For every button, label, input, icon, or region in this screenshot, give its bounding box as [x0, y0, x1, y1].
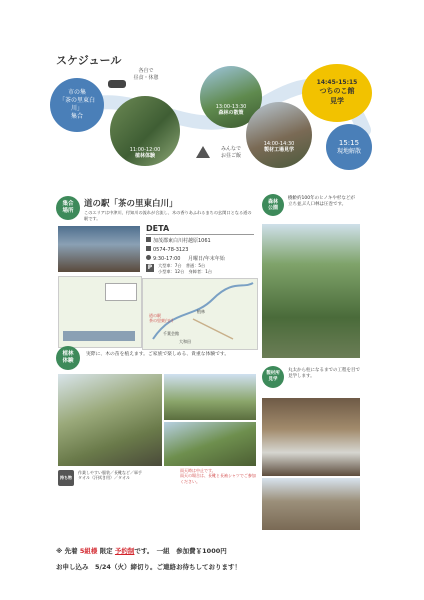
planting-photo	[110, 96, 180, 166]
yellow-label1: つちのこ館	[319, 87, 355, 96]
planting-photo-top	[164, 374, 256, 420]
footer-suffix: です。 一組 参加費￥1000円	[134, 547, 227, 555]
sawmill-label	[262, 366, 284, 388]
meeting-title: 道の駅「茶の里東白川」	[84, 199, 178, 209]
address: 加茂郡東白川村越原1061	[153, 238, 211, 244]
step1-time: 11:00-12:00	[129, 146, 161, 153]
footer-count: 5	[79, 547, 85, 555]
deta-heading: DETA	[146, 224, 170, 233]
forest-label-text: 森林 公園	[267, 198, 278, 211]
planting-photo-bottom	[164, 422, 256, 466]
bring-label	[58, 470, 74, 486]
closed: 月曜日/年末年始	[188, 256, 225, 262]
sawmill-photo	[246, 102, 312, 168]
meeting-label-text: 集合 場所	[62, 200, 74, 214]
phone-icon	[146, 246, 151, 251]
map-label-planting: 植林	[197, 309, 205, 314]
forest-text: 樹齢約100年のヒノキや杉などが立ち並ぶ人口林は圧巻です。	[288, 196, 355, 208]
end-time: 15:15	[338, 138, 360, 147]
parking-info	[158, 263, 258, 274]
schedule-title: スケジュール	[56, 54, 122, 67]
map-label-hall: 千葉会館	[163, 331, 179, 336]
parking-large: 大型車：7台	[158, 263, 182, 268]
floor-plan	[58, 276, 142, 348]
parking-icon: P	[147, 264, 153, 271]
map-label-eki: 道の駅 茶の里東白川	[149, 313, 173, 324]
footer-line1	[56, 546, 227, 555]
footer-mid: 限定	[99, 547, 113, 555]
start-text: 市の集 「茶の里東白川」 集合	[58, 89, 95, 120]
home-icon	[146, 237, 151, 242]
meeting-label	[56, 196, 80, 220]
step2-time: 13:00-13:30	[215, 103, 247, 110]
step3-label: 製材工場見学	[263, 147, 294, 153]
tsuchinoko-bubble	[302, 64, 372, 122]
onigiri-icon	[196, 146, 210, 158]
sawmill-photo-bottom	[262, 478, 360, 530]
bring-label-text: 持ち物	[60, 475, 72, 481]
michi-no-eki-photo	[58, 226, 140, 272]
planting-label-text: 植林 体験	[62, 350, 74, 364]
area-map	[142, 278, 258, 350]
rain-note: 雨天時は中止です。 雨天の場合は、長靴と長袖シャツでご参加ください。	[180, 468, 256, 484]
tel-row	[146, 246, 188, 254]
parking-small: 小型車：12台	[158, 268, 185, 274]
step3-time: 14:00-14:30	[263, 140, 295, 147]
forest-label	[262, 194, 284, 216]
yellow-time: 14:45-15:15	[316, 79, 358, 86]
end-bubble	[326, 124, 372, 170]
parking-normal: 普通：5台	[185, 263, 206, 268]
hours-row	[146, 255, 225, 263]
step2-label: 森林の散策	[218, 110, 244, 116]
planting-text: 実際に、木の苗を植えます。ご家族で楽しめる、貴重な体験です。	[86, 352, 230, 357]
forest-photo	[262, 224, 360, 358]
end-label: 現地解散	[336, 147, 361, 155]
step1-label: 植林体験	[134, 153, 155, 159]
clock-icon	[146, 255, 151, 260]
sawmill-photo-top	[262, 398, 360, 476]
start-bubble	[50, 78, 104, 132]
planting-label	[56, 346, 80, 370]
parking-handicap: 身障者：1台	[188, 268, 213, 274]
footer-unit: 組様	[84, 547, 98, 555]
map-label-owada: 大和田	[179, 339, 191, 344]
deta-rule	[146, 234, 254, 235]
bring-items: 作業しやすい服装／長靴など／軍手 タオル（汗拭き用）／タオル	[78, 470, 142, 481]
meeting-desc: このエリアは中津川、付知川の流れが合流し、木の香りあふれるまちの玄関口となる道の駅です。	[84, 210, 252, 221]
sawmill-label-text: 製材所 見学	[266, 371, 280, 382]
footer-line2: お申し込み 5/24（火）締切り。ご連絡お待ちしております！	[56, 563, 241, 571]
hours: 9:30-17:00	[153, 256, 181, 262]
tel: 0574-78-3123	[153, 247, 189, 253]
note-lunch: みんなで お昼ご飯	[220, 146, 241, 159]
footer-prefix: ※ 先着	[56, 547, 78, 555]
address-row	[146, 237, 256, 245]
car-icon	[108, 80, 126, 88]
sawmill-text: 丸太から柱になるまでの工程を目で見学します。	[288, 368, 360, 380]
planting-photo-large	[58, 374, 162, 466]
note-car: 各自で 昼食・休憩	[133, 68, 159, 81]
yellow-label2: 見学	[330, 97, 344, 106]
footer-reserve: 予約制	[114, 547, 135, 555]
